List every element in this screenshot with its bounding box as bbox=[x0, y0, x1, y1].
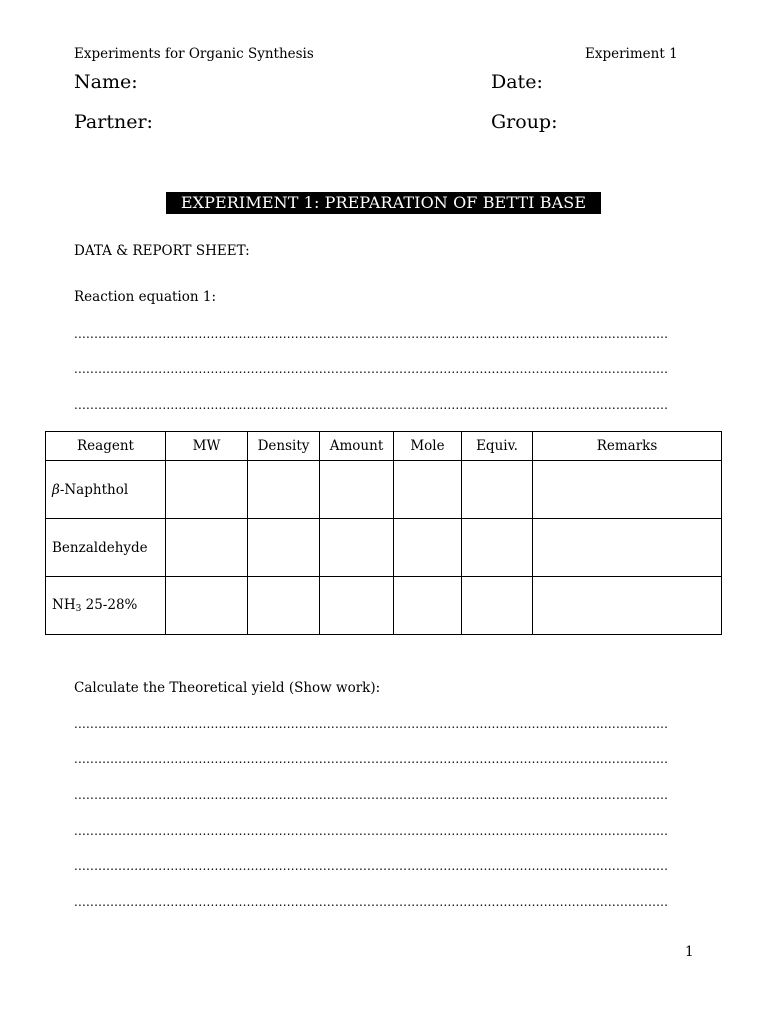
work-line-6: .................................................................................................................................................... bbox=[74, 895, 669, 909]
experiment-title: EXPERIMENT 1: PREPARATION OF BETTI BASE bbox=[166, 192, 601, 214]
name-label: Name: bbox=[74, 71, 138, 93]
mw-cell[interactable] bbox=[166, 461, 248, 519]
reaction-line-1: .................................................................................................................................................... bbox=[74, 327, 669, 341]
work-line-4: .................................................................................................................................................... bbox=[74, 824, 669, 838]
equiv-cell[interactable] bbox=[462, 577, 533, 635]
table-row bbox=[46, 519, 722, 577]
work-line-5: .................................................................................................................................................... bbox=[74, 859, 669, 873]
reagent-name-base: NH bbox=[52, 597, 76, 613]
reaction-equation-label: Reaction equation 1: bbox=[74, 289, 216, 305]
mole-cell[interactable] bbox=[394, 577, 462, 635]
equiv-cell[interactable] bbox=[462, 461, 533, 519]
mole-cell[interactable] bbox=[394, 519, 462, 577]
page-number: 1 bbox=[685, 944, 694, 960]
header-density: Density bbox=[248, 432, 320, 461]
section-heading: DATA & REPORT SHEET: bbox=[74, 243, 250, 259]
header-mole: Mole bbox=[394, 432, 462, 461]
amount-cell[interactable] bbox=[320, 461, 394, 519]
header-remarks: Remarks bbox=[533, 432, 722, 461]
density-cell[interactable] bbox=[248, 461, 320, 519]
header-amount: Amount bbox=[320, 432, 394, 461]
reagent-name: Benzaldehyde bbox=[52, 539, 148, 556]
amount-cell[interactable] bbox=[320, 577, 394, 635]
remarks-cell[interactable] bbox=[533, 461, 722, 519]
mw-cell[interactable] bbox=[166, 519, 248, 577]
date-label: Date: bbox=[491, 71, 543, 93]
beta-symbol: β bbox=[52, 481, 60, 498]
remarks-cell[interactable] bbox=[533, 519, 722, 577]
experiment-number: Experiment 1 bbox=[585, 46, 678, 62]
work-line-1: .................................................................................................................................................... bbox=[74, 717, 669, 731]
course-title: Experiments for Organic Synthesis bbox=[74, 46, 314, 62]
reagent-name-cell bbox=[46, 519, 166, 577]
reagent-table bbox=[45, 431, 722, 635]
remarks-cell[interactable] bbox=[533, 577, 722, 635]
reagent-name-cell bbox=[46, 461, 166, 519]
work-line-2: .................................................................................................................................................... bbox=[74, 752, 669, 766]
work-line-3: .................................................................................................................................................... bbox=[74, 788, 669, 802]
amount-cell[interactable] bbox=[320, 519, 394, 577]
reagent-name: -Naphthol bbox=[59, 481, 129, 498]
reagent-subscript: 3 bbox=[75, 604, 82, 614]
header-reagent: Reagent bbox=[46, 432, 166, 461]
density-cell[interactable] bbox=[248, 577, 320, 635]
table-row bbox=[46, 577, 722, 635]
group-label: Group: bbox=[491, 111, 558, 133]
header-mw: MW bbox=[166, 432, 248, 461]
mw-cell[interactable] bbox=[166, 577, 248, 635]
header-equiv: Equiv. bbox=[462, 432, 533, 461]
mole-cell[interactable] bbox=[394, 461, 462, 519]
table-header-row bbox=[46, 432, 722, 461]
density-cell[interactable] bbox=[248, 519, 320, 577]
equiv-cell[interactable] bbox=[462, 519, 533, 577]
reagent-name-cell bbox=[46, 577, 166, 635]
table-row bbox=[46, 461, 722, 519]
partner-label: Partner: bbox=[74, 111, 153, 133]
reagent-name-rest: 25-28% bbox=[81, 597, 138, 613]
theoretical-yield-label: Calculate the Theoretical yield (Show work): bbox=[74, 680, 381, 696]
reaction-line-2: .................................................................................................................................................... bbox=[74, 362, 669, 376]
reaction-line-3: .................................................................................................................................................... bbox=[74, 398, 669, 412]
